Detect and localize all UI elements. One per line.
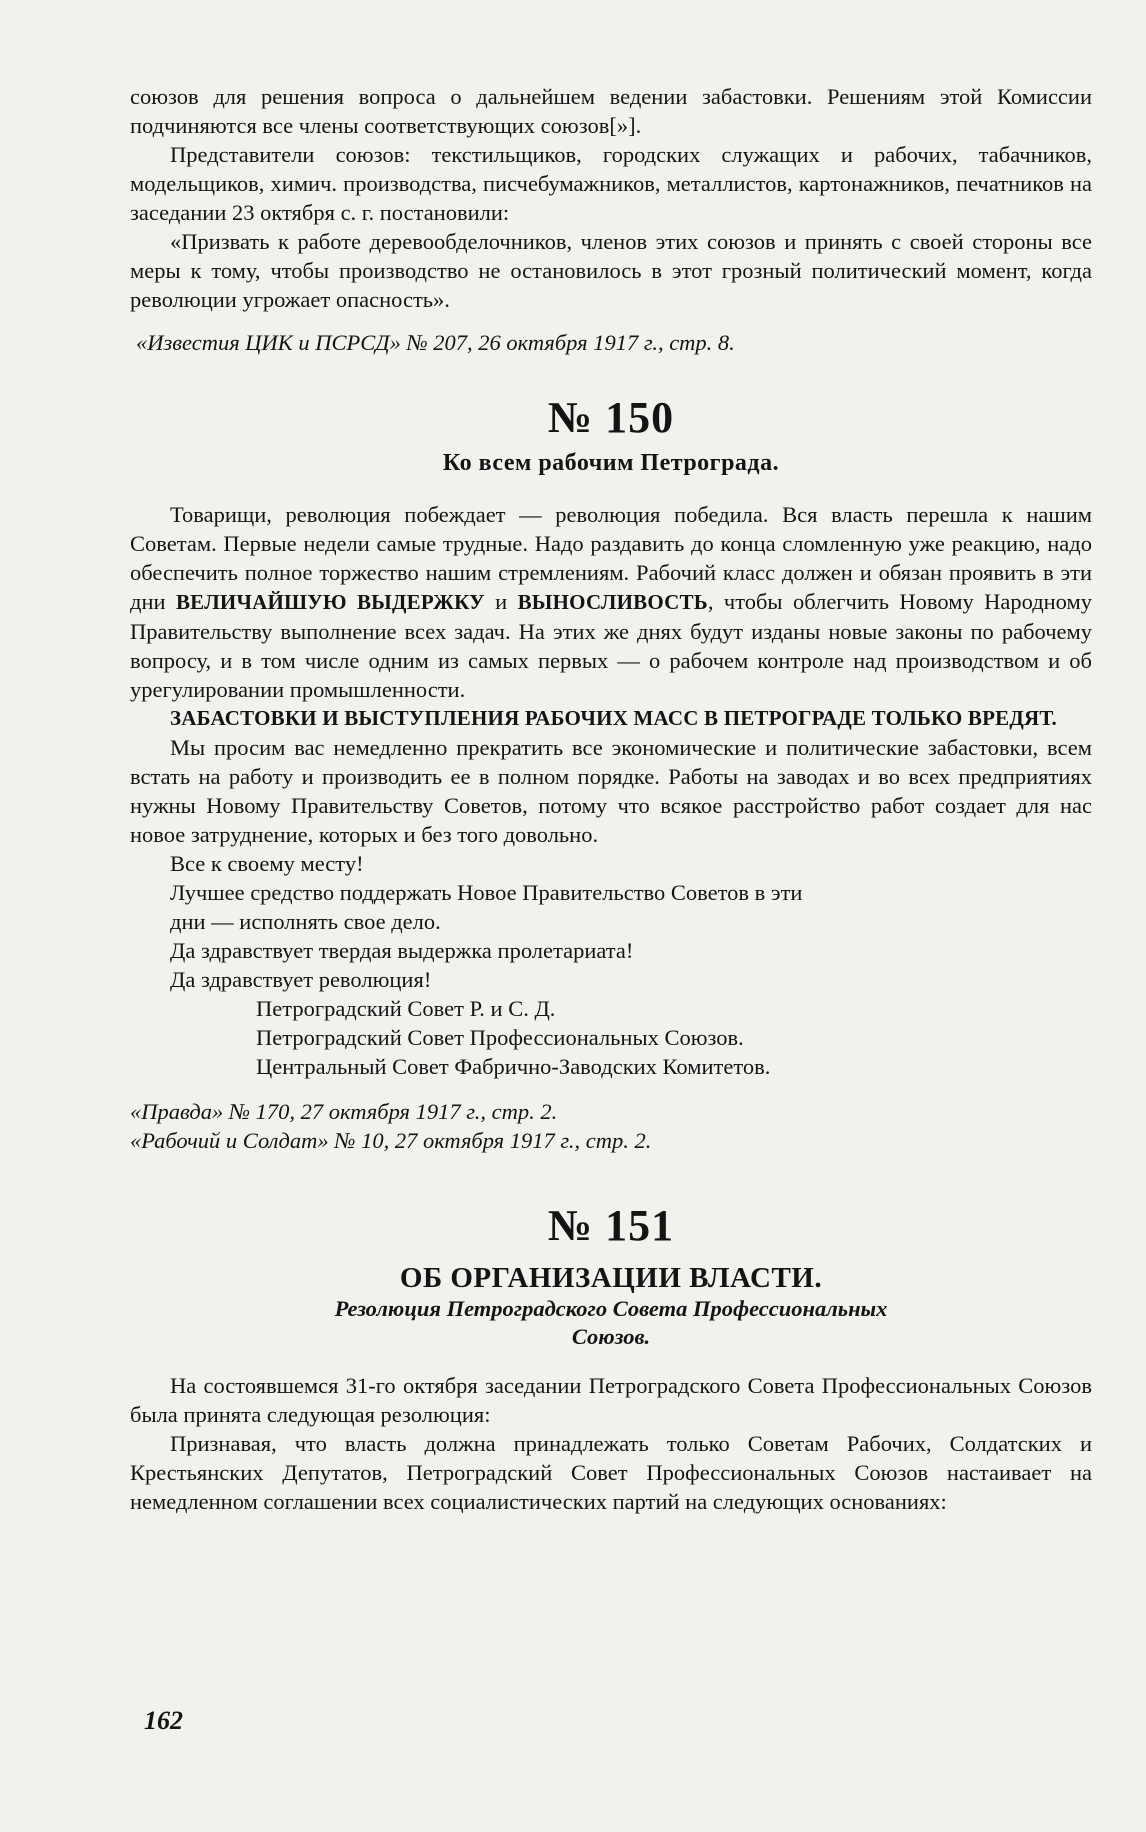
text: , чтобы облегчить Новому Народному Правительству выполнение всех задач. На этих же днях будут изданы новые законы по рабочему вопросу, и в том числе одним из самых первых — о рабочем контроле над производством и об урегулировании промышленности.: [130, 589, 1092, 702]
document-number: № 150: [547, 393, 675, 442]
source-citation: «Известия ЦИК и ПСРСД» № 207, 26 октября 1917 г., стр. 8.: [136, 330, 735, 355]
text: Товарищи, революция побеждает — революция победила. Вся власть перешла к нашим Советам. Первые недели самые трудные. Надо раздавить до конца сломленную уже реакцию, надо обеспечить полное торжество нашим стремлениям. Рабочий класс должен и обязан проявить в эти дни: [130, 502, 1092, 614]
slogan: Все к своему месту!: [170, 851, 364, 876]
signatory: Петроградский Совет Р. и С. Д.: [256, 996, 556, 1021]
quotation: «Призвать к работе деревообделочников, членов этих союзов и принять с своей стороны все меры к тому, чтобы производство не остановилось в этот грозный политический момент, когда революции угрожает опасность».: [130, 229, 1092, 312]
paragraph: союзов для решения вопроса о дальнейшем ведении забастовки. Решениям этой Комиссии подчиняются все члены соответствующих союзов[»].: [130, 84, 1092, 138]
source-citation: «Правда» № 170, 27 октября 1917 г., стр. 2.: [130, 1099, 558, 1124]
document-subtitle: Резолюция Петроградского Совета Профессиональных: [334, 1296, 888, 1321]
emphasis: ВЕЛИЧАЙШУЮ ВЫДЕРЖКУ: [175, 590, 485, 614]
slogan: Да здравствует революция!: [170, 967, 432, 992]
source-citation: «Рабочий и Солдат» № 10, 27 октября 1917 г., стр. 2.: [130, 1128, 652, 1153]
emphasis: ВЫНОСЛИВОСТЬ: [517, 590, 708, 614]
slogan: Лучшее средство поддержать Новое Правительство Советов в эти: [170, 880, 803, 905]
text-column: [130, 82, 1092, 1516]
paragraph: [130, 500, 1092, 704]
document-title: Ко всем рабочим Петрограда.: [442, 450, 780, 476]
paragraph: Мы просим вас немедленно прекратить все экономические и политические забастовки, всем встать на работу и производить ее в полном порядке. Работы на заводах и во всех предприятиях нужны Новому Правительству Советов, потому что всякое расстройство работ создает для нас новое затруднение, которых и без того довольно.: [130, 735, 1092, 847]
page-number: 162: [144, 1706, 183, 1735]
text: и: [484, 589, 518, 614]
document-title: ОБ ОРГАНИЗАЦИИ ВЛАСТИ.: [399, 1262, 823, 1294]
signatory: Петроградский Совет Профессиональных Союзов.: [256, 1025, 744, 1050]
paragraph: На состоявшемся 31-го октября заседании Петроградского Совета Профессиональных Союзов была принята следующая резолюция:: [130, 1373, 1092, 1427]
paragraph: Признавая, что власть должна принадлежать только Советам Рабочих, Солдатских и Крестьянских Депутатов, Петроградский Совет Профессиональных Союзов настаивает на немедленном соглашении всех социалистических партий на следующих основаниях:: [130, 1431, 1092, 1514]
document-number: № 151: [547, 1201, 675, 1250]
paragraph: Представители союзов: текстильщиков, городских служащих и рабочих, табачников, модельщиков, химич. производства, писчебумажников, металлистов, картонажников, печатников на заседании 23 октября с. г. постановили:: [130, 142, 1092, 225]
document-subtitle: Союзов.: [571, 1324, 651, 1349]
signatory: Центральный Совет Фабрично-Заводских Комитетов.: [256, 1054, 771, 1079]
emphasis-paragraph: ЗАБАСТОВКИ И ВЫСТУПЛЕНИЯ РАБОЧИХ МАСС В ПЕТРОГРАДЕ ТОЛЬКО ВРЕДЯТ.: [170, 706, 1057, 730]
slogan: дни — исполнять свое дело.: [170, 909, 441, 934]
slogan: Да здравствует твердая выдержка пролетариата!: [170, 938, 634, 963]
